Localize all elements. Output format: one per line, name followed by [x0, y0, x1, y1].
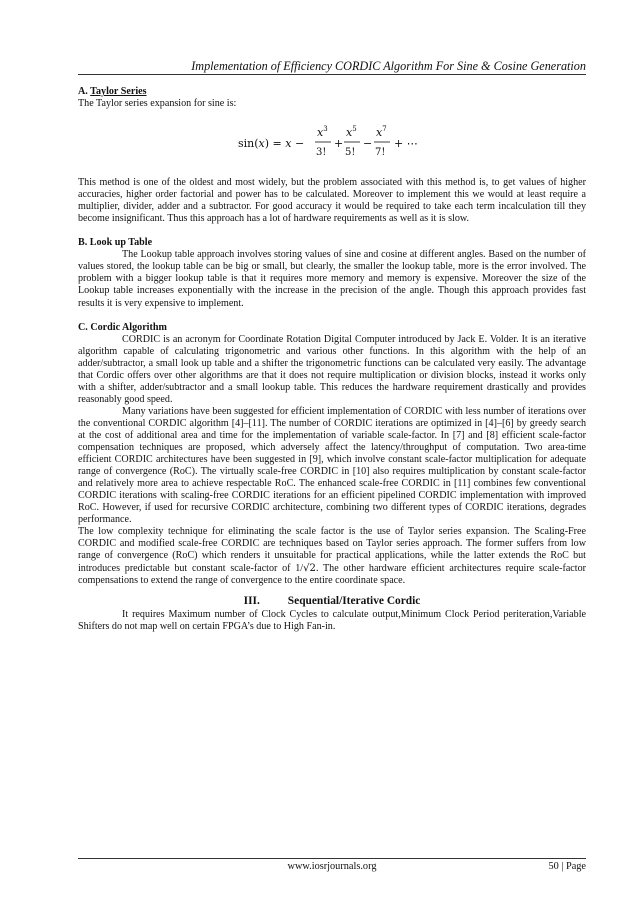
formula-term-3-den: 7!: [375, 147, 386, 159]
lookup-body: The Lookup table approach involves storing values of sine and cosine at different angles. Based on the number of values stored, the lookup table can be big or small, but clearly, the smaller the lookup table, more is the error involved. The problem with a bigger lookup table is that it requires more memory and memory is expensive. Moreover the size of the Lookup table increases exponentially with the increase in the precision of the angle. Though this approach provides fast results it is very expensive to implement.: [78, 249, 586, 309]
running-head: Implementation of Efficiency CORDIC Algorithm For Sine & Cosine Generation: [191, 59, 586, 73]
formula-minus-2: −: [363, 137, 373, 151]
formula-tail: + ⋯: [394, 137, 418, 151]
section-sequential-number: III.: [243, 594, 260, 607]
formula-term-1-den: 3!: [316, 147, 327, 159]
section-sequential-heading: [78, 595, 586, 607]
taylor-formula: [78, 120, 586, 166]
cordic-paragraph-1: CORDIC is an acronym for Coordinate Rotation Digital Computer introduced by Jack E. Volder. It is an iterative algorithm capable of calculating trigonometric and various other functions. In this algorithm with the help of an adder/subtractor, a small look up table and a shifter the trigonometric functions can be calculated very easily. The advantage that Cordic offers over other algorithms are that it does not require multiplication or division blocks, instead it works only with a shifter, adder/subtractor and a small lookup table. This reduces the hardware requirement drastically and provides reasonably good speed.: [78, 333, 586, 405]
formula-term-2-den: 5!: [345, 147, 356, 159]
section-taylor-heading: [78, 86, 586, 98]
section-lookup-heading: B. Look up Table: [78, 237, 153, 249]
formula-lhs: sin(x) = x −: [238, 137, 305, 151]
cordic-paragraph-3: [78, 526, 586, 586]
formula-term-2-num: $x^5$: [346, 125, 357, 140]
page-footer: [78, 861, 586, 875]
footer-rule: [78, 858, 586, 859]
footer-url: www.iosrjournals.org: [287, 861, 377, 872]
cordic-p3-part-a: The low complexity technique for eliminating the scale factor is the use of Taylor series expansion. The Scaling-Free CORDIC and modified scale-free CORDIC are techniques based on Taylor series approach. The former suffers from low range of convergence (RoC) which renders it unsuitable for practical applications, while the latter extends the RoC but introduces predictable but constant scale-factor of 1/: [78, 526, 586, 574]
taylor-body: This method is one of the oldest and most widely, but the problem associated with this method is, to get values of higher accuracies, higher order factorial and power has to be calculated. Moreover to implement this we would at least require a multiplier, divider, adder and a subtractor. For good accuracy it would be required to take each term incalculation till they become insignificant. Thus this approach has a lot of hardware requirements as well as it is slow.: [78, 177, 586, 225]
footer-page-number: 50 | Page: [548, 861, 586, 872]
sequential-body: It requires Maximum number of Clock Cycles to calculate output,Minimum Clock Period periteration,Variable Shifters do not map well on certain FPGA’s due to High Fan-in.: [78, 608, 586, 632]
sqrt-two: √2: [303, 562, 316, 574]
section-sequential-title: Sequential/Iterative Cordic: [287, 594, 421, 607]
formula-term-3-num: $x^7$: [376, 125, 387, 140]
formula-term-1-num: $x^3$: [317, 125, 328, 140]
section-taylor-label: A.: [78, 86, 88, 97]
section-taylor-title: Taylor Series: [90, 86, 147, 97]
header-rule: [78, 74, 586, 75]
taylor-intro: The Taylor series expansion for sine is:: [78, 98, 237, 110]
page-content: [78, 86, 586, 633]
cordic-p3-part-b: . The other hardware efficient architectures require scale-factor compensations to extend the range of convergence to the entire coordinate space.: [78, 562, 586, 586]
cordic-paragraph-2: Many variations have been suggested for efficient implementation of CORDIC with less number of iterations over the conventional CORDIC algorithm [4]–[11]. The number of CORDIC iterations are optimized in [4]–[6] by greedy search at the cost of additional area and time for the implementation of variable scale-factor. In [7] and [8] efficient scale-factor compensation techniques are proposed, which adversely affect the latency/throughput of computation. Two area-time efficient CORDIC architectures have been suggested in [9], which involve constant scale-factor multiplication for adequate range of convergence (RoC). The virtually scale-free CORDIC in [10] also requires multiplication by constant scale-factor and relatively more area to achieve respectable RoC. The enhanced scale-free CORDIC in [11] combines few conventional CORDIC iterations with scaling-free CORDIC iterations for an efficient pipelined CORDIC implementation with improved RoC. However, if used for recursive CORDIC architecture, combining two different types of CORDIC iterations, degrades performance.: [78, 405, 586, 526]
taylor-formula-graphic: [238, 120, 438, 166]
section-cordic-heading: C. Cordic Algorithm: [78, 321, 167, 333]
formula-plus-1: +: [334, 137, 344, 151]
